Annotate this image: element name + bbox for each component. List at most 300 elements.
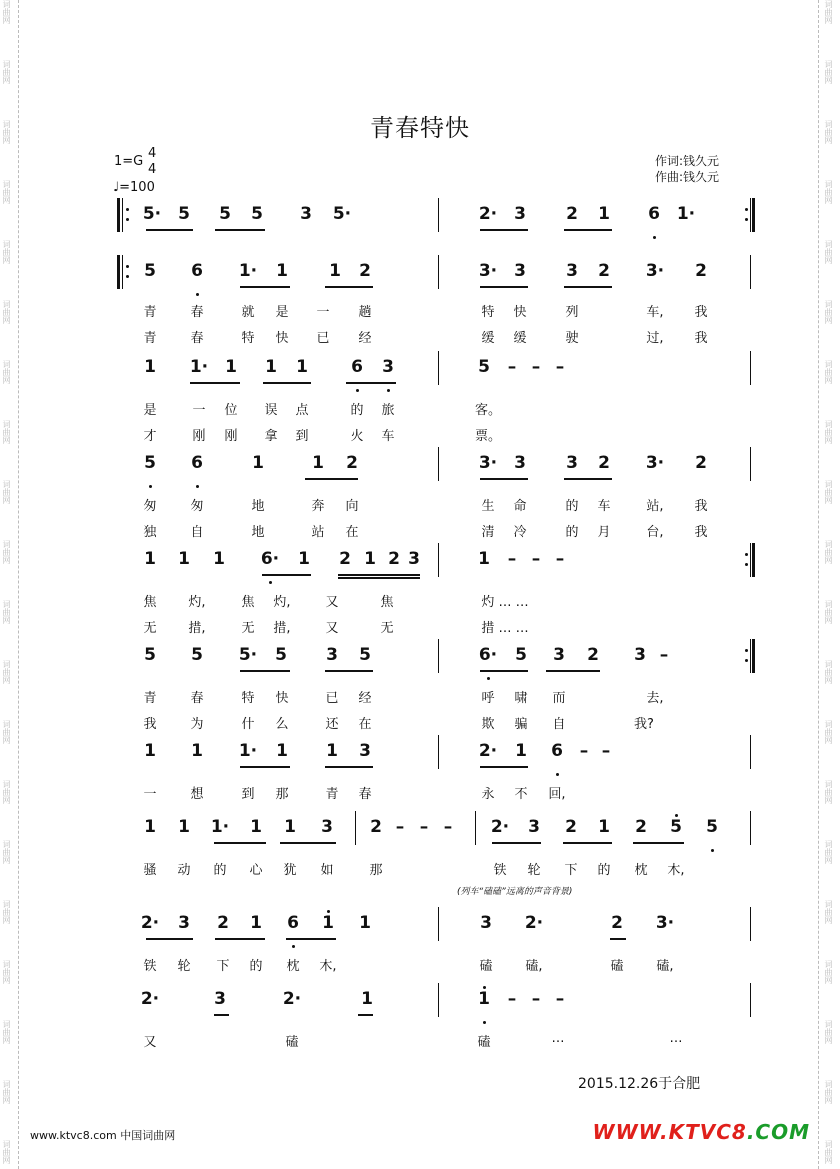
note: 3· — [655, 913, 675, 933]
note: 2· — [478, 741, 498, 761]
beam — [280, 842, 336, 844]
beam — [480, 478, 528, 480]
beam — [305, 478, 358, 480]
note: 1· — [189, 357, 209, 377]
time-signature — [148, 146, 156, 178]
watermark-text: 词曲网 — [824, 240, 833, 264]
lyric: 我 — [143, 717, 157, 732]
watermark-text: 词曲网 — [2, 240, 11, 264]
note: 1 — [326, 741, 338, 761]
note: 6 — [351, 357, 363, 377]
watermark-text: 词曲网 — [2, 0, 11, 24]
note: 3 — [514, 261, 526, 281]
note: 1 — [213, 549, 225, 569]
lyric: 到 — [241, 787, 255, 802]
bar-line — [750, 447, 751, 481]
note: 5 — [219, 204, 231, 224]
lyric: 又 — [325, 595, 339, 610]
brand-main: WWW.KTVC8 — [592, 1120, 747, 1144]
bar-line — [438, 639, 439, 673]
note: 5 — [670, 817, 682, 837]
lyric: 骗 — [514, 717, 528, 732]
lyric: 缓 — [481, 331, 495, 346]
note: 3· — [478, 453, 498, 473]
watermark-text: 词曲网 — [824, 300, 833, 324]
lyric: 青 — [143, 331, 157, 346]
lyric: 磕, — [656, 959, 674, 974]
lyric: 经 — [358, 331, 372, 346]
note: – — [601, 741, 611, 761]
note: – — [531, 989, 541, 1009]
bar-line — [750, 735, 751, 769]
note: 5 — [251, 204, 263, 224]
note: 2· — [140, 989, 160, 1009]
watermark-text: 词曲网 — [824, 120, 833, 144]
lyric: 驶 — [565, 331, 579, 346]
note: 6 — [551, 741, 563, 761]
note: 1 — [144, 357, 156, 377]
repeat-dot — [745, 208, 748, 211]
lyric: 我? — [634, 717, 654, 732]
ts-bottom: 4 — [148, 162, 157, 177]
watermark-text: 词曲网 — [824, 1080, 833, 1104]
note: 2· — [140, 913, 160, 933]
note: 3 — [300, 204, 312, 224]
beam — [338, 577, 420, 579]
watermark-text: 词曲网 — [2, 480, 11, 504]
beam — [346, 382, 396, 384]
lyric: 刚 — [224, 429, 238, 444]
watermark-text: 词曲网 — [824, 900, 833, 924]
note: 2 — [635, 817, 647, 837]
note: 2· — [478, 204, 498, 224]
beam — [240, 766, 290, 768]
lyric: 为 — [190, 717, 204, 732]
lyric: 还 — [325, 717, 339, 732]
lyric: 木, — [319, 959, 337, 974]
note: 3 — [382, 357, 394, 377]
repeat-end — [752, 198, 755, 232]
bar-line — [475, 811, 476, 845]
note: 1· — [238, 741, 258, 761]
page-title: 青春特快 — [370, 114, 470, 142]
repeat-dot — [745, 659, 748, 662]
lyric: 经 — [358, 691, 372, 706]
bar-line — [438, 735, 439, 769]
note: 1 — [598, 817, 610, 837]
lyric: 灼 … … — [481, 595, 529, 610]
beam — [146, 938, 193, 940]
note: 5 — [178, 204, 190, 224]
lyric: 焦 — [143, 595, 157, 610]
lyric: 才 — [143, 429, 157, 444]
repeat-dot — [745, 649, 748, 652]
bar-line — [355, 811, 356, 845]
lyric: 而 — [552, 691, 566, 706]
watermark-text: 词曲网 — [824, 780, 833, 804]
lyric: 特 — [481, 305, 495, 320]
octave-dot — [653, 236, 656, 239]
note: – — [531, 357, 541, 377]
beam — [358, 1014, 373, 1016]
repeat-dot — [126, 275, 129, 278]
lyric: 匆 — [143, 499, 157, 514]
background-annotation: (列车“磕磕”远离的声音背景) — [457, 887, 573, 897]
lyric: 是 — [275, 305, 289, 320]
watermark-text: 词曲网 — [2, 120, 11, 144]
lyric: 的 — [597, 863, 611, 878]
watermark-text: 词曲网 — [824, 480, 833, 504]
note: 3 — [514, 453, 526, 473]
lyric: 磕 — [479, 959, 493, 974]
lyric: 永 — [481, 787, 495, 802]
watermark-text: 词曲网 — [2, 1020, 11, 1044]
repeat-dot — [126, 218, 129, 221]
note: 2 — [346, 453, 358, 473]
composition-date: 2015.12.26于合肥 — [578, 1076, 701, 1092]
note: 1 — [515, 741, 527, 761]
lyric: 点 — [295, 403, 309, 418]
watermark-text: 词曲网 — [2, 840, 11, 864]
lyric: 又 — [143, 1035, 157, 1050]
note: 2 — [598, 261, 610, 281]
note: 1 — [265, 357, 277, 377]
watermark-text: 词曲网 — [2, 60, 11, 84]
lyric: 措 … … — [481, 621, 529, 636]
lyric: 磕 — [477, 1035, 491, 1050]
lyric: 轮 — [177, 959, 191, 974]
lyric: 的 — [213, 863, 227, 878]
watermark-text: 词曲网 — [824, 0, 833, 24]
note: 2 — [566, 204, 578, 224]
lyric: 站, — [646, 499, 664, 514]
footer-site-name: 中国词曲网 — [120, 1129, 176, 1142]
lyric: 自 — [552, 717, 566, 732]
note: 5 — [144, 261, 156, 281]
lyric: 又 — [325, 621, 339, 636]
bar-line — [438, 447, 439, 481]
beam — [262, 574, 311, 576]
note: 3 — [566, 261, 578, 281]
lyric: 的 — [565, 499, 579, 514]
note: 5· — [142, 204, 162, 224]
lyric: 客。 — [474, 403, 502, 418]
bar-line — [438, 255, 439, 289]
lyric: 的 — [350, 403, 364, 418]
repeat-end — [752, 639, 755, 673]
watermark-text: 词曲网 — [2, 420, 11, 444]
watermark-text: 词曲网 — [2, 1080, 11, 1104]
watermark-text: 词曲网 — [824, 420, 833, 444]
note: 3 — [528, 817, 540, 837]
footer-site — [30, 1127, 175, 1143]
lyric: 一 — [316, 305, 330, 320]
lyric: 冷 — [513, 525, 527, 540]
ts-top: 4 — [148, 146, 157, 161]
note: 3 — [566, 453, 578, 473]
tempo-value: =100 — [119, 180, 155, 195]
octave-dot — [327, 910, 330, 913]
note: 5 — [359, 645, 371, 665]
lyric: 灼, — [188, 595, 206, 610]
lyric: 下 — [216, 959, 230, 974]
lyric: 那 — [275, 787, 289, 802]
note: 3 — [553, 645, 565, 665]
lyric: 动 — [177, 863, 191, 878]
octave-dot — [675, 814, 678, 817]
bar-line — [438, 983, 439, 1017]
note: 1 — [144, 741, 156, 761]
note: 3 — [480, 913, 492, 933]
note: 1 — [322, 913, 334, 933]
note: 2 — [359, 261, 371, 281]
note: – — [531, 549, 541, 569]
lyric: 命 — [513, 499, 527, 514]
lyric: 么 — [275, 717, 289, 732]
beam — [633, 842, 684, 844]
lyric: 站 — [311, 525, 325, 540]
note: 2· — [524, 913, 544, 933]
lyric: 无 — [380, 621, 394, 636]
note: 6 — [648, 204, 660, 224]
watermark-text: 词曲网 — [824, 960, 833, 984]
lyric: 春 — [190, 691, 204, 706]
bar-line — [750, 351, 751, 385]
bar-line — [750, 639, 751, 673]
lyric: 生 — [481, 499, 495, 514]
lyric: 旅 — [381, 403, 395, 418]
lyric: … — [551, 1031, 565, 1046]
watermark-text: 词曲网 — [824, 1020, 833, 1044]
brand-logo — [593, 1120, 810, 1144]
lyric: 青 — [325, 787, 339, 802]
lyric: 趟 — [358, 305, 372, 320]
note: 5 — [191, 645, 203, 665]
repeat-dot — [126, 208, 129, 211]
note: 5 — [478, 357, 490, 377]
octave-dot — [196, 293, 199, 296]
note: – — [419, 817, 429, 837]
beam — [480, 670, 528, 672]
note: 3· — [645, 261, 665, 281]
lyric: 呼 — [481, 691, 495, 706]
note: – — [507, 549, 517, 569]
bar-line — [438, 907, 439, 941]
beam — [215, 938, 265, 940]
note: – — [579, 741, 589, 761]
left-margin-line — [18, 0, 19, 1169]
lyric: 如 — [320, 863, 334, 878]
note: 1 — [250, 817, 262, 837]
beam — [325, 670, 373, 672]
octave-dot — [556, 773, 559, 776]
bar-line — [750, 811, 751, 845]
octave-dot — [483, 1021, 486, 1024]
watermark-text: 词曲网 — [824, 840, 833, 864]
beam — [214, 842, 266, 844]
note: 2 — [565, 817, 577, 837]
note: 3 — [178, 913, 190, 933]
lyric: 误 — [264, 403, 278, 418]
note: 6 — [287, 913, 299, 933]
lyric: 地 — [251, 499, 265, 514]
lyricist-credit: 作词:钱久元 — [655, 154, 720, 168]
note: 5 — [706, 817, 718, 837]
beam — [564, 286, 612, 288]
lyric: 无 — [241, 621, 255, 636]
note: 2· — [490, 817, 510, 837]
note: 1 — [225, 357, 237, 377]
lyric: 清 — [481, 525, 495, 540]
note: 2 — [370, 817, 382, 837]
lyric: 是 — [143, 403, 157, 418]
note: 1 — [252, 453, 264, 473]
lyric: 无 — [143, 621, 157, 636]
lyric: 磕 — [610, 959, 624, 974]
lyric: 回, — [548, 787, 566, 802]
note: 2 — [388, 549, 400, 569]
note: – — [443, 817, 453, 837]
note: – — [507, 357, 517, 377]
note: 1 — [312, 453, 324, 473]
note: 1 — [298, 549, 310, 569]
lyric: 月 — [597, 525, 611, 540]
watermark-text: 词曲网 — [824, 1140, 833, 1164]
lyric: 快 — [275, 331, 289, 346]
lyric: 列 — [565, 305, 579, 320]
lyric: 枕 — [634, 863, 648, 878]
note: 1 — [361, 989, 373, 1009]
lyric: 的 — [249, 959, 263, 974]
lyric: 我 — [694, 499, 708, 514]
note: – — [555, 549, 565, 569]
note: 1 — [250, 913, 262, 933]
note: 2 — [217, 913, 229, 933]
lyric: 想 — [190, 787, 204, 802]
octave-dot — [483, 986, 486, 989]
beam — [564, 478, 612, 480]
lyric: 一 — [192, 403, 206, 418]
repeat-dot — [745, 218, 748, 221]
bar-line — [750, 907, 751, 941]
lyric: 心 — [249, 863, 263, 878]
footer-site-url: www.ktvc8.com — [30, 1129, 117, 1142]
watermark-text: 词曲网 — [2, 780, 11, 804]
bar-line — [750, 543, 751, 577]
note: 5 — [515, 645, 527, 665]
watermark-text: 词曲网 — [824, 360, 833, 384]
quarter-note-icon: ♩ — [113, 180, 120, 195]
lyric: 去, — [646, 691, 664, 706]
note: 2 — [339, 549, 351, 569]
lyric: 青 — [143, 305, 157, 320]
lyric: 特 — [241, 331, 255, 346]
lyric: 就 — [241, 305, 255, 320]
lyric: 的 — [565, 525, 579, 540]
lyric: 我 — [694, 331, 708, 346]
octave-dot — [711, 849, 714, 852]
beam — [286, 938, 336, 940]
note: 3 — [408, 549, 420, 569]
note: 2 — [598, 453, 610, 473]
note: – — [395, 817, 405, 837]
lyric: 车, — [646, 305, 664, 320]
lyric: 措, — [273, 621, 291, 636]
lyric: 一 — [143, 787, 157, 802]
note: 3· — [645, 453, 665, 473]
note: 2 — [695, 261, 707, 281]
repeat-start — [117, 198, 120, 232]
note: 1 — [178, 549, 190, 569]
lyric: 那 — [369, 863, 383, 878]
note: 1 — [478, 989, 490, 1009]
lyric: 过, — [646, 331, 664, 346]
beam — [214, 1014, 229, 1016]
lyric: 刚 — [192, 429, 206, 444]
note: 5· — [238, 645, 258, 665]
note: 1· — [676, 204, 696, 224]
note: 2 — [587, 645, 599, 665]
lyric: 位 — [224, 403, 238, 418]
repeat-end — [752, 543, 755, 577]
watermark-text: 词曲网 — [824, 720, 833, 744]
note: 3 — [514, 204, 526, 224]
watermark-text: 词曲网 — [824, 600, 833, 624]
lyric: 磕, — [525, 959, 543, 974]
note: – — [555, 989, 565, 1009]
note: 1· — [210, 817, 230, 837]
note: 3 — [634, 645, 646, 665]
beam — [215, 229, 265, 231]
beam — [325, 766, 373, 768]
lyric: 我 — [694, 305, 708, 320]
repeat-dot — [745, 563, 748, 566]
beam — [240, 670, 290, 672]
lyric: 骚 — [143, 863, 157, 878]
note: 3 — [326, 645, 338, 665]
note: 1 — [284, 817, 296, 837]
lyric: 焦 — [241, 595, 255, 610]
beam — [480, 229, 528, 231]
lyric: 春 — [358, 787, 372, 802]
watermark-text: 词曲网 — [2, 720, 11, 744]
beam — [564, 229, 612, 231]
note: 1 — [364, 549, 376, 569]
lyric: 快 — [513, 305, 527, 320]
lyric: 在 — [345, 525, 359, 540]
watermark-text: 词曲网 — [824, 660, 833, 684]
watermark-text: 词曲网 — [2, 360, 11, 384]
watermark-text: 词曲网 — [824, 60, 833, 84]
lyric: 到 — [295, 429, 309, 444]
brand-domain: .COM — [746, 1120, 810, 1144]
note: 2· — [282, 989, 302, 1009]
lyric: 我 — [694, 525, 708, 540]
watermark-text: 词曲网 — [2, 900, 11, 924]
lyric: 轮 — [527, 863, 541, 878]
octave-dot — [387, 389, 390, 392]
lyric: 拿 — [264, 429, 278, 444]
lyric: 啸 — [514, 691, 528, 706]
bar-line — [750, 255, 751, 289]
composer-credit: 作曲:钱久元 — [655, 170, 720, 184]
note: 3 — [321, 817, 333, 837]
lyric: 焦 — [380, 595, 394, 610]
note: 1· — [238, 261, 258, 281]
beam — [240, 286, 290, 288]
beam — [563, 842, 612, 844]
lyric: 什 — [241, 717, 255, 732]
